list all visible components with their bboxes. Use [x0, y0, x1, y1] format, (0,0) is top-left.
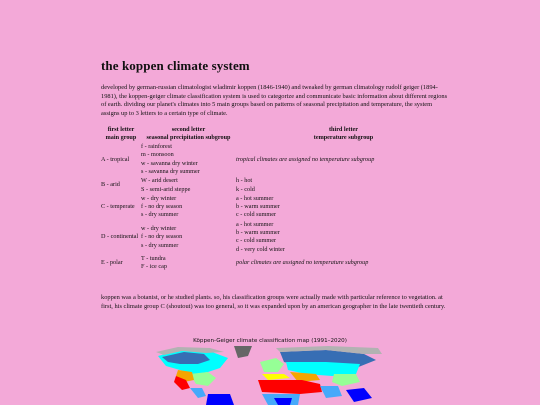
precipitation-subgroup-cell — [141, 177, 236, 195]
precipitation-subgroup-item: w - dry winter — [141, 224, 177, 232]
map-north-america-temperate — [190, 372, 216, 386]
temperature-subgroup-item: k - cold — [236, 185, 255, 193]
precipitation-subgroup-item: m - monsoon — [141, 151, 174, 159]
precipitation-subgroup-item: w - dry winter — [141, 194, 177, 202]
outro-paragraph: koppen was a botanist, or he studied plants. so, his classification groups were actually made with particular reference to vegetation. at first, his climate group C (shoutout) was too general, so it was expanded upon by an american geographer in the late twentieth century. — [101, 294, 446, 310]
map-southeast-asia-tropical — [346, 388, 372, 402]
page-title: the koppen climate system — [101, 58, 250, 73]
temperature-subgroup-cell — [236, 194, 451, 220]
table-row — [101, 254, 451, 272]
precipitation-subgroup-item: F - ice cap — [141, 263, 167, 271]
map-mediterranean — [262, 374, 290, 380]
temperature-subgroup-item: b - warm summer — [236, 203, 280, 211]
temperature-subgroup-item: c - cold summer — [236, 237, 277, 245]
map-south-asia-savanna — [320, 386, 342, 398]
precipitation-subgroup-item: s - dry summer — [141, 241, 179, 249]
table-row — [101, 220, 451, 254]
precipitation-subgroup-item: w - savanna dry winter — [141, 159, 198, 167]
table-row — [101, 177, 451, 195]
header-first-letter: first letter main group — [105, 126, 137, 142]
map-sahara-desert — [258, 380, 322, 394]
precipitation-subgroup-item: W - arid desert — [141, 177, 178, 185]
temperature-subgroup-item: d - very cold winter — [236, 245, 285, 253]
map-east-asia-temperate — [332, 374, 360, 386]
temperature-subgroup-item: h - hot — [236, 177, 253, 185]
precipitation-subgroup-cell — [141, 254, 236, 272]
map-greenland-ice — [234, 346, 252, 358]
map-europe-temperate — [260, 358, 284, 372]
header-second-letter: second letter seasonal precipitation subgroup — [146, 126, 231, 142]
precipitation-subgroup-cell — [141, 143, 236, 177]
temperature-subgroup-item: a - hot summer — [236, 194, 274, 202]
precipitation-subgroup-item: f - no dry season — [141, 233, 183, 241]
main-group-cell: E - polar — [101, 259, 123, 267]
header-third-letter: third letter temperature subgroup — [313, 126, 374, 142]
temperature-subgroup-cell — [236, 254, 451, 272]
table-row — [101, 143, 451, 177]
main-group-cell: A - tropical — [101, 155, 130, 163]
precipitation-subgroup-item: s - savanna dry summer — [141, 167, 200, 175]
main-group-cell: B - arid — [101, 181, 120, 189]
main-group-cell: D - continental — [101, 233, 139, 241]
temperature-subgroup-item: c - cold summer — [236, 211, 277, 219]
temperature-subgroup-cell — [236, 220, 451, 254]
temperature-subgroup-cell — [236, 177, 451, 195]
table-header-row — [101, 126, 451, 143]
map-caption: Köppen-Geiger climate classification map (1991–2020) — [193, 338, 347, 344]
precipitation-subgroup-item: f - rainforest — [141, 143, 172, 151]
temperature-subgroup-item: polar climates are assigned no temperature subgroup — [236, 259, 369, 267]
map-south-america-tropical — [206, 394, 234, 405]
temperature-subgroup-cell — [236, 143, 451, 177]
temperature-subgroup-item: b - warm summer — [236, 229, 280, 237]
temperature-subgroup-item: tropical climates are assigned no temperature subgroup — [236, 155, 375, 163]
precipitation-subgroup-item: f - no dry season — [141, 203, 183, 211]
precipitation-subgroup-item: S - semi-arid steppe — [141, 185, 191, 193]
climate-map-image — [150, 346, 390, 405]
precipitation-subgroup-item: T - tundra — [141, 254, 166, 262]
table-row — [101, 194, 451, 220]
intro-paragraph: developed by german-russian climatologist wladimir koppen (1846-1940) and tweaked by german climatology rudolf geiger (1894-1981), the koppen-geiger climate classification system is used to categorize and communicate basic information about different regions of earth. dividing our planet's climates into 5 main groups based on patterns of seasonal precipitation and temperature, the system assigns up to 3 letters to a certain type of climate. — [101, 84, 448, 117]
precipitation-subgroup-cell — [141, 220, 236, 254]
precipitation-subgroup-cell — [141, 194, 236, 220]
climate-table — [101, 126, 451, 272]
map-central-america-savanna — [190, 388, 206, 398]
temperature-subgroup-item: a - hot summer — [236, 220, 274, 228]
table-body — [101, 143, 451, 272]
main-group-cell: C - temperate — [101, 203, 135, 211]
precipitation-subgroup-item: s - dry summer — [141, 211, 179, 219]
